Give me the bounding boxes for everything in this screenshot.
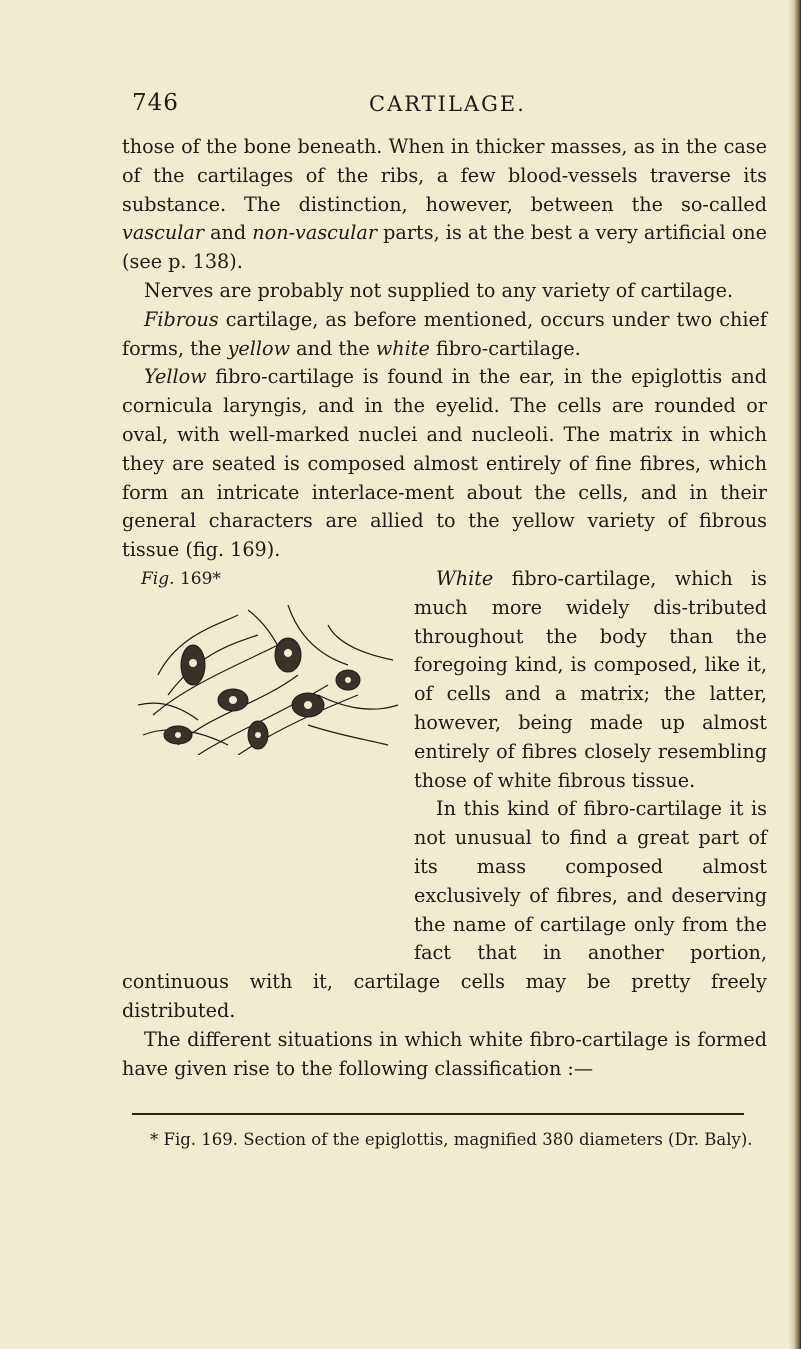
paragraph-7-text: The different situations in which white fibro-cartilage is formed have given rise to the following classification :— bbox=[122, 1027, 767, 1080]
paragraph-4 bbox=[122, 363, 767, 565]
term-white: white bbox=[375, 336, 430, 360]
figure-label bbox=[141, 565, 221, 594]
paragraph-6-text: In this kind of fibro-cartilage it is not unusual to find a great part of its mass composed almost exclusively of fibres, and deserving the name of cartilage only from the fact that in another portion, continuous with it, cartilage cells may be pretty freely distributed. bbox=[122, 797, 767, 1022]
footnote: * Fig. 169. Section of the epiglottis, magnified 380 diameters (Dr. Baly). bbox=[150, 1130, 753, 1150]
figure-label-number: 169* bbox=[179, 568, 221, 589]
paragraph-4-text-a: fibro-cartilage is found in the ear, in the epiglottis and cornicula laryngis, and in the eyelid. The cells are rounded or oval, with well-marked nuclei and nucleoli. The matrix in which they are seated is composed almost entirely of fine fibres, which form an intricate interlace-ment about the cells, and in their general characters are allied to the yellow variety of fibrous tissue (fig. 169). bbox=[122, 365, 767, 562]
figure-169 bbox=[138, 567, 406, 949]
body-text bbox=[122, 133, 767, 1083]
paragraph-5-text-a: fibro-cartilage, which is much more widely dis-tributed throughout the body than the foregoing kind, is composed, like it, of cells and a matrix; the latter, however, being made up almost entirely of fibres closely resembling those of white fibrous tissue. bbox=[414, 566, 767, 792]
term-white-heading: White bbox=[436, 566, 494, 590]
page-number: 746 bbox=[132, 90, 179, 116]
page-edge-shadow bbox=[789, 0, 801, 1349]
paragraph-2-text: Nerves are probably not supplied to any variety of cartilage. bbox=[144, 278, 734, 302]
book-page bbox=[122, 90, 767, 1153]
figure-label-fig: Fig. bbox=[141, 568, 175, 589]
page-header bbox=[122, 90, 767, 124]
term-vascular: vascular bbox=[122, 221, 204, 245]
paragraph-7 bbox=[122, 1026, 767, 1084]
paragraph-3 bbox=[122, 306, 767, 364]
paragraph-2 bbox=[122, 277, 767, 306]
term-fibrous: Fibrous bbox=[144, 307, 219, 331]
term-yellow-heading: Yellow bbox=[144, 365, 207, 389]
paragraph-3-text-b: and the bbox=[290, 336, 376, 360]
paragraph-1 bbox=[122, 133, 767, 277]
epiglottis-section-illustration bbox=[138, 605, 406, 755]
paragraph-1-end: parts, is at the best a very artificial one (see p. 138). bbox=[122, 221, 767, 274]
paragraph-3-text-a: cartilage, as before mentioned, occurs under two chief forms, the bbox=[122, 307, 767, 360]
footnote-rule bbox=[132, 1113, 744, 1115]
running-title: CARTILAGE. bbox=[369, 92, 526, 116]
paragraph-3-text-c: fibro-cartilage. bbox=[429, 336, 581, 360]
term-non-vascular: non-vascular bbox=[252, 221, 378, 245]
paragraph-1-and: and bbox=[203, 221, 253, 245]
paragraph-1-text: those of the bone beneath. When in thicker masses, as in the case of the cartilages of the ribs, a few blood-vessels traverse its substance. The distinction, however, between the so-called bbox=[122, 135, 767, 216]
term-yellow: yellow bbox=[227, 336, 291, 360]
